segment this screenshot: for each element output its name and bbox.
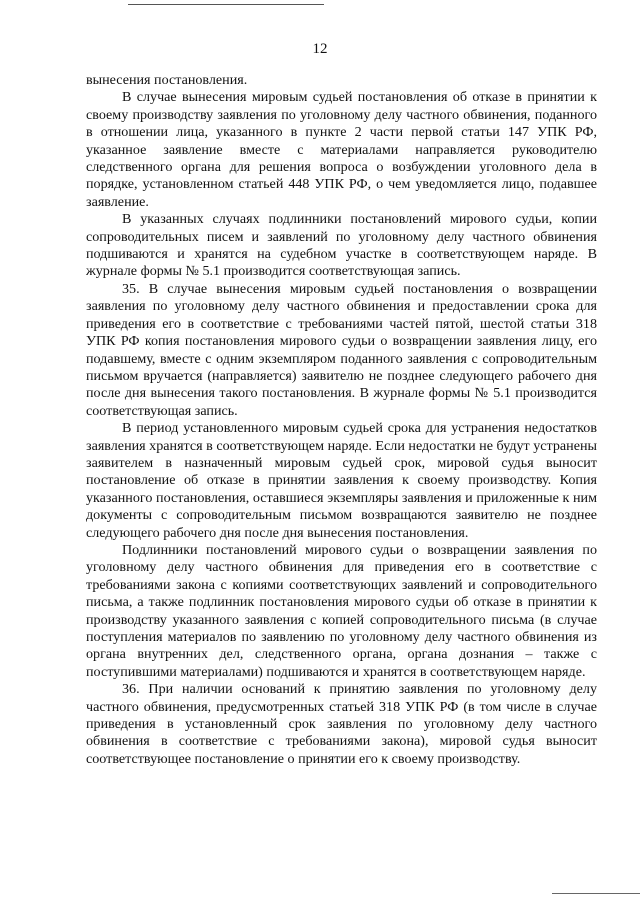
top-scan-rule [128,4,324,5]
bottom-scan-rule [552,893,640,894]
paragraph-refusal-referral: В случае вынесения мировым судьей постановления об отказе в принятии к своему производству заявления по уголовному делу частного обвинения, поданного в отношении лица, указанного в пункте 2 части первой статьи 147 УПК РФ, указанное заявление вместе с материалами направляется руководителю следственного органа для решения вопроса о возбуждении уголовного дела в порядке, установленном статьей 448 УПК РФ, о чем уведомляется лицо, подавшее заявление. [86,89,597,210]
document-body [86,72,597,768]
paragraph-clause-36: 36. При наличии оснований к принятию заявления по уголовному делу частного обвинения, предусмотренных статьей 318 УПК РФ (в том числе в случае приведения в установленный срок заявления по уголовному делу частного обвинения в соответствие с требованиями закона), мировой судья выносит соответствующее постановление о принятии его к своему производству. [86,681,597,767]
page-number: 12 [312,41,328,57]
paragraph-deficiency-period: В период установленного мировым судьей срока для устранения недостатков заявления хранятся в соответствующем наряде. Если недостатки не будут устранены заявителем в назначенный мировым судьей срок, мировой судья выносит постановление об отказе в принятии заявления к своему производству. Копия указанного постановления, оставшиеся экземпляры заявления и приложенные к ним документы с сопроводительным письмом возвращаются заявителю не позднее следующего рабочего дня после дня вынесения постановления. [86,420,597,541]
paragraph-continuation: вынесения постановления. [86,72,248,88]
paragraph-originals-filing: Подлинники постановлений мирового судьи о возвращении заявления по уголовному делу частного обвинения для приведения его в соответствие с требованиями закона с копиями соответствующих заявлений и сопроводительного письма, а также подлинник постановления мирового судьи об отказе в принятии к производству указанного заявления с копией сопроводительного письма (в случае поступления материалов по заявлению по уголовному делу частного обвинения из органа внутренних дел, следственного органа, органа дознания – также с поступившими материалами) подшиваются и хранятся в соответствующем наряде. [86,541,597,680]
paragraph-originals-storage: В указанных случаях подлинники постановлений мирового судьи, копии сопроводительных писем и заявлений по уголовному делу частного обвинения подшиваются и хранятся на судебном участке в соответствующем наряде. В журнале формы № 5.1 производится соответствующая запись. [86,211,597,280]
paragraph-clause-35: 35. В случае вынесения мировым судьей постановления о возвращении заявления по уголовному делу частного обвинения и предоставлении срока для приведения его в соответствие с требованиями частей пятой, шестой статьи 318 УПК РФ копия постановления мирового судьи о возвращении заявления лицу, его подавшему, вместе с одним экземпляром поданного заявления с сопроводительным письмом вручается (направляется) заявителю не позднее следующего рабочего дня после дня вынесения такого постановления. В журнале формы № 5.1 производится соответствующая запись. [86,280,597,419]
